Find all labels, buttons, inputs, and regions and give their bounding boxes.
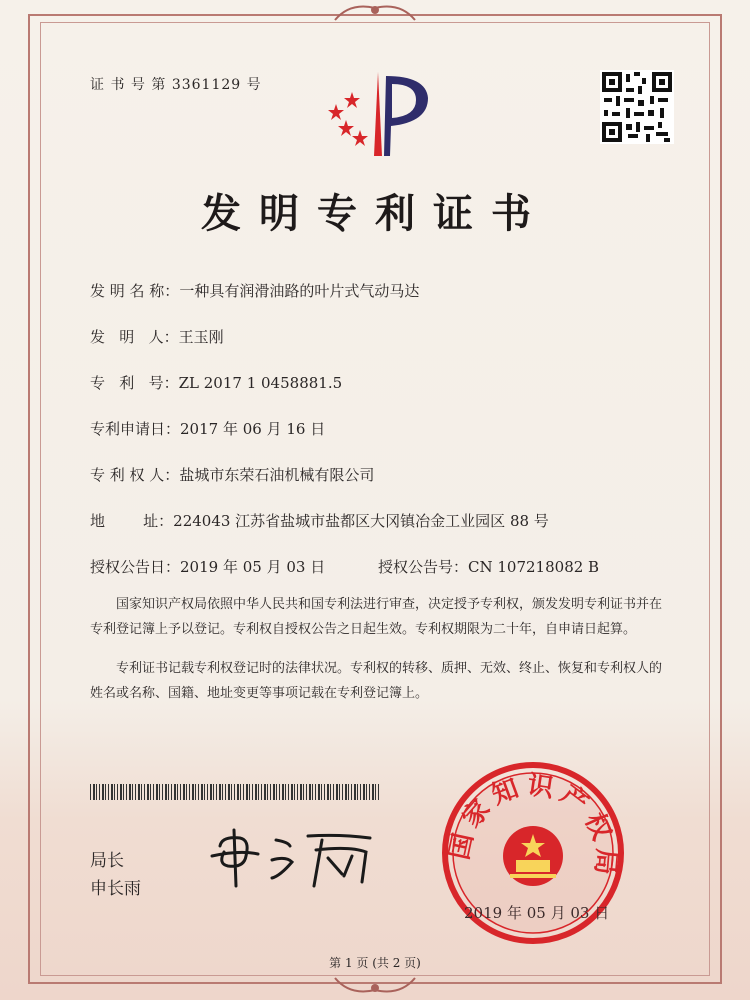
- director-name: 申长雨: [90, 879, 141, 899]
- invention-name-row: [90, 280, 419, 301]
- invention-name-label: 发 明 名 称：: [90, 282, 180, 300]
- grant-date-row: [90, 556, 325, 577]
- patent-holder-label: 专 利 权 人：: [90, 466, 180, 484]
- patent-number-label: 专 利 号：: [90, 374, 179, 392]
- patent-office-logo-icon: [316, 64, 438, 160]
- grant-number-value: CN 107218082 B: [468, 558, 600, 576]
- grant-date-label: 授权公告日：: [90, 558, 181, 576]
- statement-paragraph-1: 国家知识产权局依照中华人民共和国专利法进行审查，决定授予专利权，颁发发明专利证书并在专利登记簿上予以登记。专利权自授权公告之日起生效。专利权期限为二十年，自申请日起算。: [90, 597, 663, 637]
- address-value: 224043 江苏省盐城市盐都区大冈镇冶金工业园区 88 号: [173, 512, 549, 530]
- filing-date-value: 2017 年 06 月 16 日: [180, 420, 326, 438]
- patent-holder-row: [90, 464, 374, 485]
- certificate-number-suffix: 号: [246, 77, 262, 93]
- handwritten-signature-icon: [210, 816, 380, 896]
- filing-date-label: 专利申请日：: [90, 420, 181, 438]
- barcode-icon: [90, 784, 380, 800]
- bottom-ornament: [330, 974, 420, 998]
- certificate-number-value: 3361129: [171, 77, 242, 93]
- certificate-number: [90, 74, 262, 94]
- address-label: 地 址：: [90, 512, 174, 530]
- address-row: [90, 510, 549, 531]
- grant-number-row: [378, 556, 599, 577]
- statement-paragraph-2: 专利证书记载专利权登记时的法律状况。专利权的转移、质押、无效、终止、恢复和专利权人的姓名或名称、国籍、地址变更等事项记载在专利登记簿上。: [90, 661, 663, 701]
- top-ornament: [330, 0, 420, 24]
- filing-date-row: [90, 418, 325, 439]
- certificate-number-label: 证 书 号 第: [90, 77, 167, 93]
- qr-code-icon: [600, 70, 674, 144]
- invention-name-value: 一种具有润滑油路的叶片式气动马达: [179, 282, 420, 300]
- grant-number-label: 授权公告号：: [378, 558, 469, 576]
- svg-text:国家知识产权局: 国家知识产权局: [444, 770, 622, 882]
- seal-date: 2019 年 05 月 03 日: [464, 904, 610, 922]
- grant-date-value: 2019 年 05 月 03 日: [180, 558, 326, 576]
- inventor-value: 王玉刚: [178, 328, 224, 346]
- director-title: 局长: [90, 851, 124, 871]
- inventor-label: 发 明 人：: [90, 328, 179, 346]
- inventor-row: [90, 326, 224, 347]
- patent-holder-value: 盐城市东荣石油机械有限公司: [179, 466, 375, 484]
- patent-number-row: [90, 372, 342, 393]
- patent-number-value: ZL 2017 1 0458881.5: [178, 374, 343, 392]
- page-title: 发明专利证书: [201, 190, 549, 237]
- page-number: 第 1 页 (共 2 页): [329, 956, 421, 970]
